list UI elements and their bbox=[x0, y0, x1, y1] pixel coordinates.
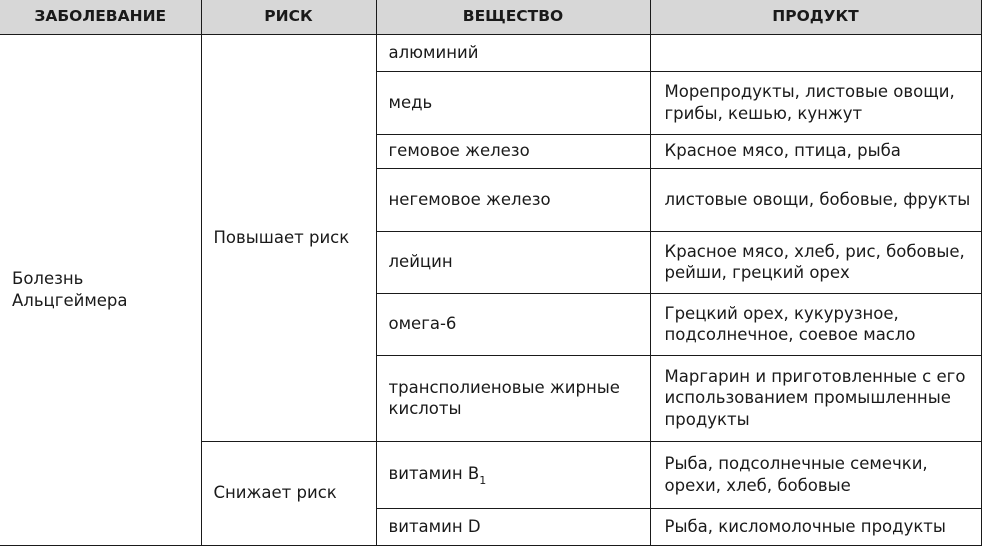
product-cell: Грецкий орех, кукурузное, подсолнечное, соевое масло bbox=[650, 293, 981, 355]
product-cell: Рыба, кисломолочные продукты bbox=[650, 508, 981, 545]
substance-cell: трансполиеновые жирные кислоты bbox=[376, 355, 650, 441]
disease-cell bbox=[0, 34, 201, 545]
product-cell: Морепродукты, листовые овощи, грибы, кешью, кунжут bbox=[650, 71, 981, 134]
product-cell: Маргарин и приготовленные с его использованием промышленные продукты bbox=[650, 355, 981, 441]
table-row bbox=[0, 34, 981, 71]
disease-name: Болезнь Альцгеймера bbox=[12, 269, 128, 310]
risk-decrease-cell: Снижает риск bbox=[201, 441, 376, 545]
product-cell bbox=[650, 34, 981, 71]
header-risk: РИСК bbox=[201, 0, 376, 34]
table-header-row bbox=[0, 0, 981, 34]
substance-cell: медь bbox=[376, 71, 650, 134]
substance-cell: витамин D bbox=[376, 508, 650, 545]
substance-cell: гемовое железо bbox=[376, 134, 650, 168]
product-cell: Рыба, подсолнечные семечки, орехи, хлеб, бобовые bbox=[650, 441, 981, 508]
substance-cell: негемовое железо bbox=[376, 168, 650, 231]
substance-cell: алюминий bbox=[376, 34, 650, 71]
substance-cell: лейцин bbox=[376, 231, 650, 293]
product-cell: Красное мясо, птица, рыба bbox=[650, 134, 981, 168]
header-substance: ВЕЩЕСТВО bbox=[376, 0, 650, 34]
header-disease: ЗАБОЛЕВАНИЕ bbox=[0, 0, 201, 34]
risk-increase-cell: Повышает риск bbox=[201, 34, 376, 441]
substance-text: витамин B bbox=[388, 463, 480, 483]
substance-cell: омега-6 bbox=[376, 293, 650, 355]
product-cell: листовые овощи, бобовые, фрукты bbox=[650, 168, 981, 231]
product-cell: Красное мясо, хлеб, рис, бобовые, рейши, грецкий орех bbox=[650, 231, 981, 293]
substance-cell bbox=[376, 441, 650, 508]
substance-subscript: 1 bbox=[479, 473, 487, 487]
header-product: ПРОДУКТ bbox=[650, 0, 981, 34]
